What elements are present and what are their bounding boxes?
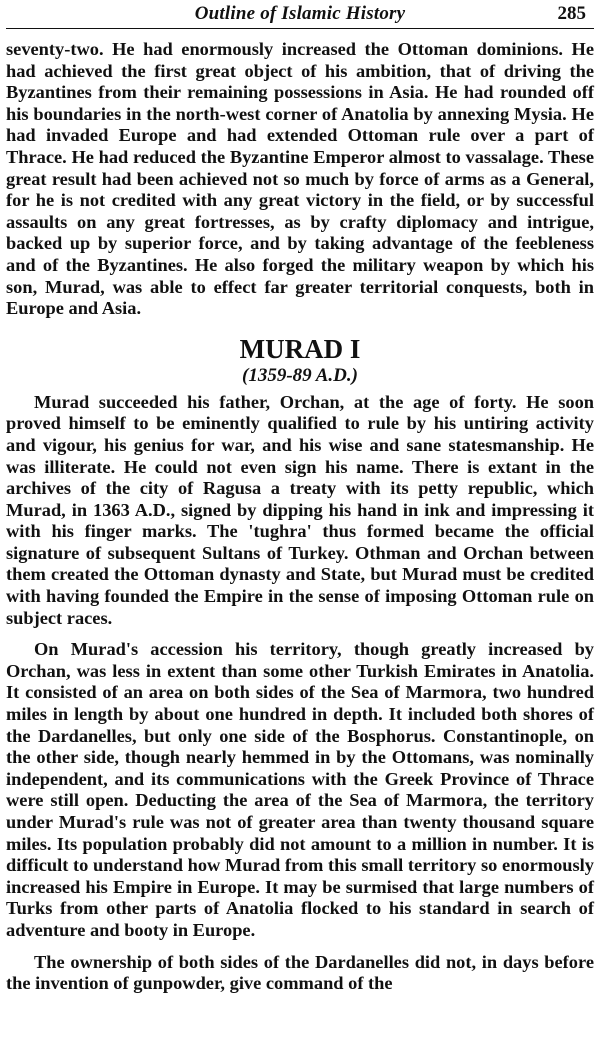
paragraph: On Murad's accession his territory, though greatly increased by Orchan, was less in extent than some other Turkish Emirates in Anatolia. It consisted of an area on both sides of the Sea of Marmora, two hundred miles in length by about one hundred in depth. It included both shores of the Dardanelles, but only one side of the Bosphorus. Constantinople, on the other side, though nearly hemmed in by the Ottomans, was nominally independent, and its communications with the Greek Province of Thrace were still open. Deducting the area of the Sea of Marmora, the territory under Murad's rule was not of greater area than twenty thousand square miles. Its population probably did not amount to a million in number. It is difficult to understand how Murad from this small territory so enormously increased his Empire in Europe. It may be surmised that large numbers of Turks from other parts of Anatolia flocked to his standard in search of adventure and booty in Europe. xyxy=(6,639,594,940)
section-dates: (1359-89 A.D.) xyxy=(242,364,358,386)
paragraph-continued: seventy-two. He had enormously increased the Ottoman dominions. He had achieved the first great object of his ambition, that of driving the Byzantines from their remaining possessions in Asia. He had rounded off his boundaries in the north-west corner of Anatolia by annexing Mysia. He had invaded Europe and had extended Ottoman rule over a part of Thrace. He had reduced the Byzantine Emperor almost to vassalage. These great result had been achieved not so much by force of arms as a General, for he is not credited with any great victory in the field, or by successful assaults on any great fortresses, as by crafty diplomacy and intrigue, backed up by superior force, and by taking advantage of the feebleness and of the Byzantines. He also forged the military weapon by which his son, Murad, was able to effect far greater territorial conquests, both in Europe and Asia. xyxy=(6,39,594,319)
paragraph-gap xyxy=(6,942,594,952)
body-text xyxy=(6,39,594,995)
page-number: 285 xyxy=(557,3,586,24)
running-header xyxy=(6,2,594,29)
paragraph: Murad succeeded his father, Orchan, at the age of forty. He soon proved himself to be eminently qualified to rule by his untiring activity and vigour, his genius for war, and his wise and sane statesmanship. He was illiterate. He could not even sign his name. There is extant in the archives of the city of Ragusa a treaty with its petty republic, which Murad, in 1363 A.D., signed by dipping his hand in ink and impressing it with his finger marks. The 'tughra' thus formed became the official signature of subsequent Sultans of Turkey. Othman and Orchan between them created the Ottoman dynasty and State, but Murad must be credited with having founded the Empire in the sense of imposing Ottoman rule on subject races. xyxy=(6,391,594,628)
paragraph: The ownership of both sides of the Dardanelles did not, in days before the invention of gunpowder, give command of the xyxy=(6,951,594,994)
paragraph-gap xyxy=(6,629,594,639)
running-title: Outline of Islamic History xyxy=(194,3,406,24)
section-heading: MURAD I xyxy=(239,333,361,364)
